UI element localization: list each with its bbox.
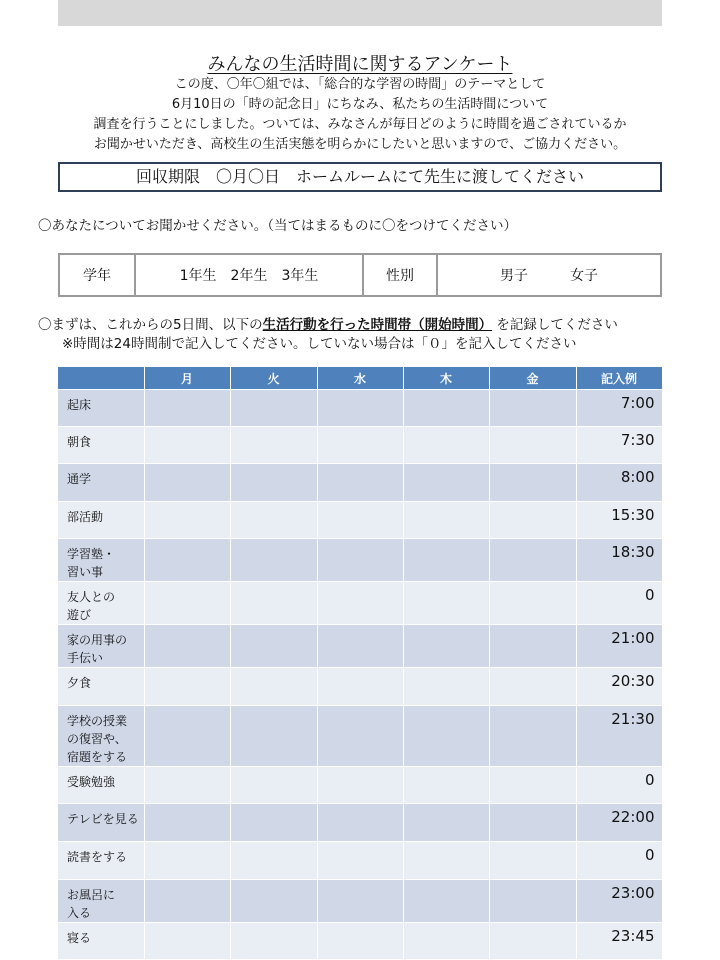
entry-cell-mon[interactable]	[144, 539, 230, 582]
entry-cell-tue[interactable]	[230, 767, 317, 804]
entry-cell-mon[interactable]	[144, 390, 230, 427]
entry-cell-tue[interactable]	[230, 706, 317, 767]
entry-cell-fri[interactable]	[489, 539, 576, 582]
table-row	[58, 842, 662, 880]
entry-cell-mon[interactable]	[144, 804, 230, 842]
entry-cell-wed[interactable]	[317, 625, 403, 668]
header-activity	[58, 367, 144, 390]
header-fri: 金	[489, 367, 576, 390]
entry-cell-fri[interactable]	[489, 668, 576, 706]
question-2-pre: 〇まずは、これからの5日間、以下の	[38, 317, 263, 333]
entry-cell-mon[interactable]	[144, 668, 230, 706]
entry-cell-tue[interactable]	[230, 582, 317, 625]
header-thu: 木	[403, 367, 489, 390]
entry-cell-fri[interactable]	[489, 923, 576, 960]
table-row	[58, 464, 662, 502]
example-cell: 8:00	[576, 464, 662, 502]
gender-label: 性別	[364, 255, 438, 295]
entry-cell-wed[interactable]	[317, 842, 403, 880]
entry-cell-tue[interactable]	[230, 625, 317, 668]
entry-cell-thu[interactable]	[403, 582, 489, 625]
table-row	[58, 502, 662, 539]
example-cell: 21:00	[576, 625, 662, 668]
entry-cell-thu[interactable]	[403, 842, 489, 880]
table-row	[58, 427, 662, 464]
entry-cell-thu[interactable]	[403, 539, 489, 582]
activity-label: 学校の授業 の復習や、 宿題をする	[58, 706, 144, 767]
entry-cell-thu[interactable]	[403, 390, 489, 427]
example-cell: 15:30	[576, 502, 662, 539]
intro-text	[0, 75, 720, 155]
intro-line: お聞かせいただき、高校生の生活実態を明らかにしたいと思いますので、ご協力ください。	[93, 137, 627, 152]
header-bar	[58, 0, 662, 26]
table-row	[58, 390, 662, 427]
example-cell: 0	[576, 767, 662, 804]
example-cell: 7:30	[576, 427, 662, 464]
table-row	[58, 880, 662, 923]
entry-cell-mon[interactable]	[144, 767, 230, 804]
entry-cell-fri[interactable]	[489, 625, 576, 668]
activity-label: テレビを見る	[58, 804, 144, 842]
example-cell: 22:00	[576, 804, 662, 842]
entry-cell-tue[interactable]	[230, 427, 317, 464]
table-row	[58, 804, 662, 842]
entry-cell-wed[interactable]	[317, 390, 403, 427]
header-wed: 水	[317, 367, 403, 390]
entry-cell-tue[interactable]	[230, 539, 317, 582]
activity-label: 学習塾・ 習い事	[58, 539, 144, 582]
entry-cell-mon[interactable]	[144, 502, 230, 539]
entry-cell-fri[interactable]	[489, 767, 576, 804]
example-cell: 23:00	[576, 880, 662, 923]
question-2-emphasis: 生活行動を行った時間帯（開始時間）	[262, 317, 493, 333]
table-row	[58, 923, 662, 960]
entry-cell-tue[interactable]	[230, 502, 317, 539]
intro-line: この度、〇年〇組では、「総合的な学習の時間」のテーマとして	[174, 77, 546, 92]
entry-cell-mon[interactable]	[144, 923, 230, 960]
entry-cell-fri[interactable]	[489, 390, 576, 427]
schedule-table	[58, 367, 663, 960]
entry-cell-wed[interactable]	[317, 804, 403, 842]
example-cell: 7:00	[576, 390, 662, 427]
entry-cell-thu[interactable]	[403, 880, 489, 923]
question-2-note: ※時間は24時間制で記入してください。していない場合は「０」を記入してください	[62, 336, 577, 352]
entry-cell-wed[interactable]	[317, 502, 403, 539]
entry-cell-wed[interactable]	[317, 668, 403, 706]
question-2-post: を記録してください	[496, 317, 618, 333]
activity-label: 寝る	[58, 923, 144, 960]
entry-cell-fri[interactable]	[489, 880, 576, 923]
activity-label: 部活動	[58, 502, 144, 539]
question-2	[38, 316, 618, 354]
activity-label: 起床	[58, 390, 144, 427]
entry-cell-thu[interactable]	[403, 767, 489, 804]
question-1: 〇あなたについてお聞かせください。（当てはまるものに〇をつけてください）	[38, 218, 517, 234]
entry-cell-wed[interactable]	[317, 582, 403, 625]
entry-cell-wed[interactable]	[317, 539, 403, 582]
entry-cell-tue[interactable]	[230, 923, 317, 960]
activity-label: 友人との 遊び	[58, 582, 144, 625]
entry-cell-fri[interactable]	[489, 427, 576, 464]
entry-cell-thu[interactable]	[403, 668, 489, 706]
intro-line: 調査を行うことにしました。ついては、みなさんが毎日どのように時間を過ごされているか	[93, 117, 627, 132]
header-mon: 月	[144, 367, 230, 390]
gender-options[interactable]: 男子 女子	[500, 268, 598, 284]
table-row	[58, 706, 662, 767]
example-cell: 21:30	[576, 706, 662, 767]
example-cell: 0	[576, 842, 662, 880]
entry-cell-fri[interactable]	[489, 582, 576, 625]
table-row	[58, 625, 662, 668]
entry-cell-mon[interactable]	[144, 625, 230, 668]
entry-cell-tue[interactable]	[230, 390, 317, 427]
respondent-info-table	[58, 253, 662, 297]
activity-label: 家の用事の 手伝い	[58, 625, 144, 668]
entry-cell-tue[interactable]	[230, 804, 317, 842]
example-cell: 18:30	[576, 539, 662, 582]
entry-cell-thu[interactable]	[403, 427, 489, 464]
entry-cell-thu[interactable]	[403, 464, 489, 502]
entry-cell-wed[interactable]	[317, 923, 403, 960]
entry-cell-tue[interactable]	[230, 842, 317, 880]
entry-cell-mon[interactable]	[144, 464, 230, 502]
entry-cell-wed[interactable]	[317, 767, 403, 804]
example-cell: 20:30	[576, 668, 662, 706]
entry-cell-wed[interactable]	[317, 706, 403, 767]
activity-label: 朝食	[58, 427, 144, 464]
entry-cell-wed[interactable]	[317, 880, 403, 923]
entry-cell-mon[interactable]	[144, 582, 230, 625]
entry-cell-mon[interactable]	[144, 842, 230, 880]
activity-label: お風呂に 入る	[58, 880, 144, 923]
example-cell: 23:45	[576, 923, 662, 960]
intro-line: 6月10日の「時の記念日」にちなみ、私たちの生活時間について	[171, 97, 549, 112]
entry-cell-fri[interactable]	[489, 464, 576, 502]
entry-cell-mon[interactable]	[144, 880, 230, 923]
activity-label: 読書をする	[58, 842, 144, 880]
table-header-row	[58, 367, 662, 390]
table-row	[58, 582, 662, 625]
activity-label: 通学	[58, 464, 144, 502]
table-row	[58, 668, 662, 706]
entry-cell-tue[interactable]	[230, 464, 317, 502]
page-title: みんなの生活時間に関するアンケート	[207, 54, 513, 75]
activity-label: 夕食	[58, 668, 144, 706]
deadline-box: 回収期限 〇月〇日 ホームルームにて先生に渡してください	[58, 162, 662, 192]
entry-cell-thu[interactable]	[403, 923, 489, 960]
entry-cell-tue[interactable]	[230, 668, 317, 706]
table-row	[58, 767, 662, 804]
entry-cell-tue[interactable]	[230, 880, 317, 923]
entry-cell-fri[interactable]	[489, 842, 576, 880]
entry-cell-fri[interactable]	[489, 804, 576, 842]
entry-cell-fri[interactable]	[489, 502, 576, 539]
example-cell: 0	[576, 582, 662, 625]
entry-cell-thu[interactable]	[403, 706, 489, 767]
entry-cell-wed[interactable]	[317, 464, 403, 502]
header-tue: 火	[230, 367, 317, 390]
entry-cell-thu[interactable]	[403, 804, 489, 842]
entry-cell-wed[interactable]	[317, 427, 403, 464]
entry-cell-mon[interactable]	[144, 706, 230, 767]
entry-cell-mon[interactable]	[144, 427, 230, 464]
entry-cell-thu[interactable]	[403, 625, 489, 668]
entry-cell-thu[interactable]	[403, 502, 489, 539]
table-row	[58, 539, 662, 582]
grade-label: 学年	[60, 255, 136, 295]
activity-label: 受験勉強	[58, 767, 144, 804]
grade-options[interactable]: 1年生 2年生 3年生	[136, 255, 364, 295]
header-example: 記入例	[576, 367, 662, 390]
entry-cell-fri[interactable]	[489, 706, 576, 767]
